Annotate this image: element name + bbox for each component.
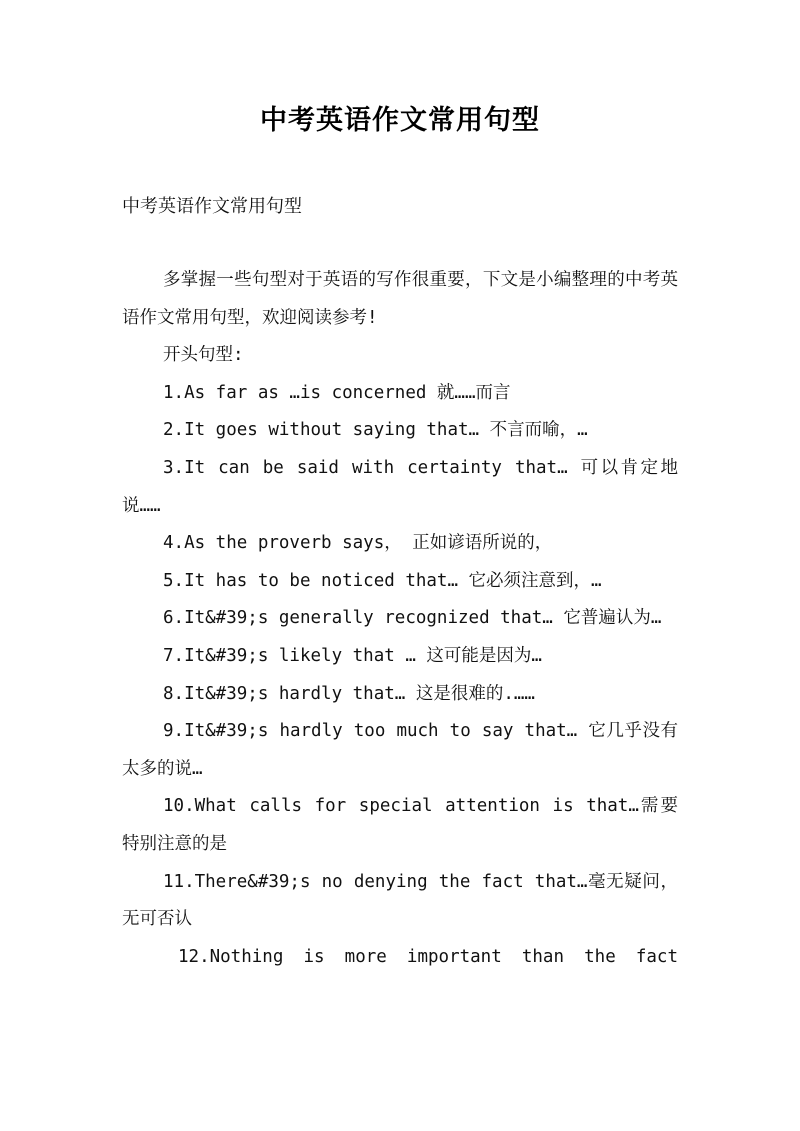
list-item: 7.It&#39;s likely that … 这可能是因为… [163, 645, 542, 666]
list-item: 11.There&#39;s no denying the fact that…毫无疑问，无可否认 [122, 871, 678, 930]
list-item: 6.It&#39;s generally recognized that… 它普遍认为… [163, 608, 662, 629]
list-item: 12.Nothing is more important than the fact [178, 946, 678, 967]
document-body [122, 262, 678, 976]
document-subtitle: 中考英语作文常用句型 [122, 196, 302, 217]
list-item: 5.It has to be noticed that… 它必须注意到，… [163, 570, 602, 591]
list-item: 2.It goes without saying that… 不言而喻，… [163, 420, 588, 441]
intro-paragraph: 多掌握一些句型对于英语的写作很重要，下文是小编整理的中考英语作文常用句型，欢迎阅读参考! [122, 270, 678, 328]
list-item: 10.What calls for special attention is that…需要特别注意的是 [122, 796, 678, 854]
list-item: 9.It&#39;s hardly too much to say that… 它几乎没有太多的说… [122, 721, 678, 779]
list-item: 1.As far as …is concerned 就……而言 [163, 382, 511, 403]
list-item: 3.It can be said with certainty that… 可以肯定地说…… [122, 457, 678, 516]
list-item: 8.It&#39;s hardly that… 这是很难的.…… [163, 683, 535, 704]
section-heading: 开头句型: [163, 345, 244, 366]
list-item: 4.As the proverb says， 正如谚语所说的， [163, 533, 553, 554]
document-title: 中考英语作文常用句型 [260, 105, 540, 136]
